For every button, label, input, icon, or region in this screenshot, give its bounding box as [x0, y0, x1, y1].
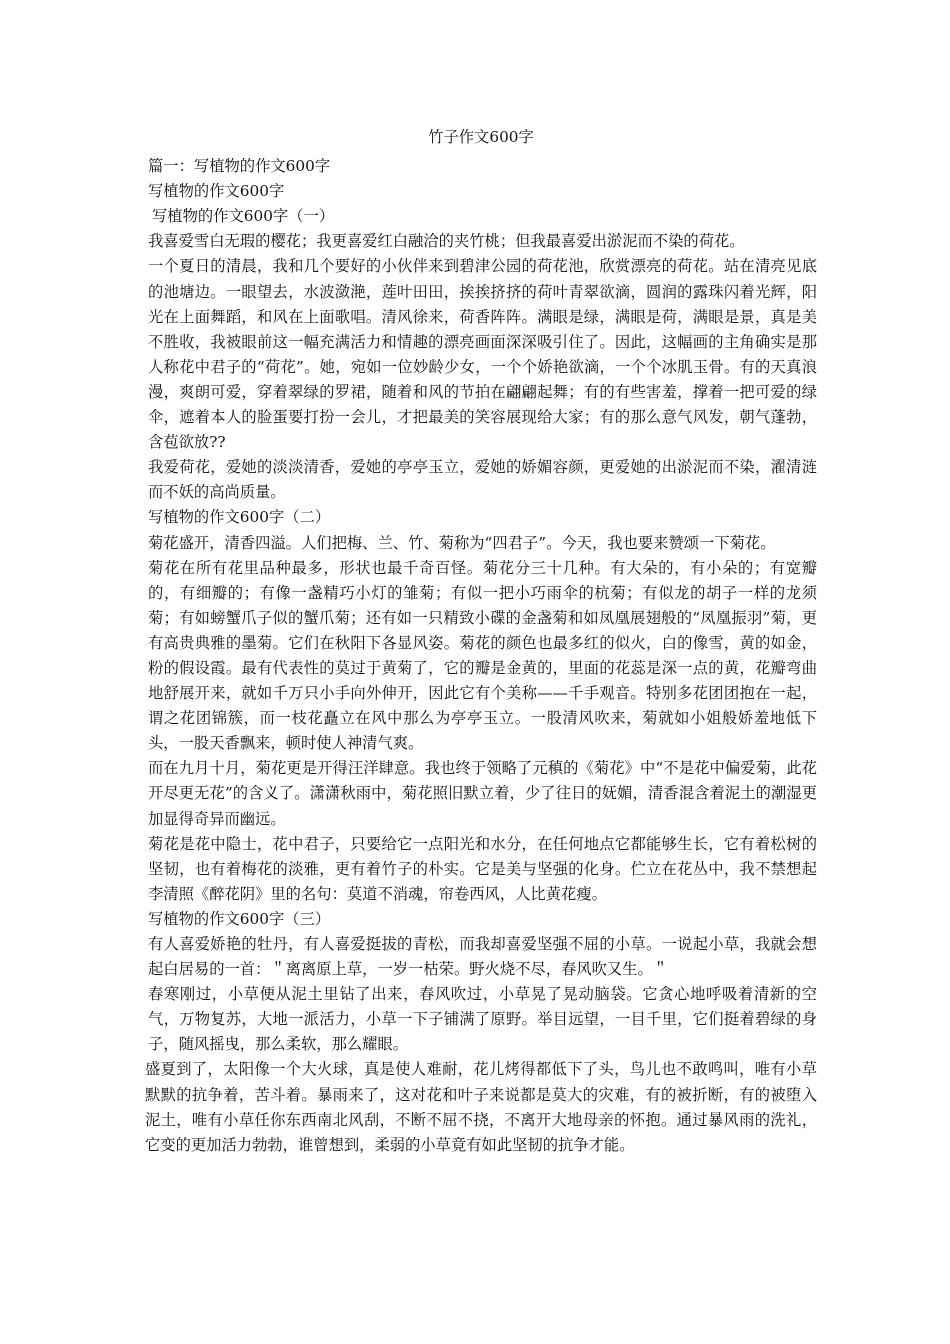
section-heading: 篇一：写植物的作文600字: [148, 157, 331, 176]
part-heading-1: 写植物的作文600字（一）: [152, 207, 335, 226]
document-body: [145, 125, 817, 1158]
paragraph: 菊花是花中隐士，花中君子，只要给它一点阳光和水分，在任何地点它都能够生长，它有着松树的坚韧，也有着梅花的淡雅，更有着竹子的朴实。它是美与坚强的化身。伫立在花丛中，我不禁想起李清照《醉花阴》里的名句：莫道不消魂，帘卷西风，人比黄花瘦。: [148, 834, 817, 903]
part-heading-2: 写植物的作文600字（二）: [148, 508, 331, 527]
document-title: 竹子作文600字: [428, 128, 534, 146]
paragraph: 菊花在所有花里品种最多，形状也最千奇百怪。菊花分三十几种。有大朵的，有小朵的；有宽瓣的，有细瓣的；有像一盏精巧小灯的雏菊；有似一把小巧雨伞的杭菊；有似龙的胡子一样的龙须菊；有如螃蟹爪子似的蟹爪菊；还有如一只精致小碟的金盏菊和如凤凰展翅般的“凤凰振羽”菊，更有高贵典雅的墨菊。它们在秋阳下各显风姿。菊花的颜色也最多红的似火，白的像雪，黄的如金，粉的假设霞。最有代表性的莫过于黄菊了，它的瓣是金黄的，里面的花蕊是深一点的黄，花瓣弯曲地舒展开来，就如千万只小手向外伸开，因此它有个美称——千手观音。特别多花团团抱在一起，谓之花团锦簇，而一枝花矗立在风中那么为亭亭玉立。一股清风吹来，菊就如小姐般娇羞地低下头，一股天香飘来，顿时使人神清气爽。: [148, 558, 817, 753]
paragraph: 我爱荷花，爱她的淡淡清香，爱她的亭亭玉立，爱她的娇媚容颜，更爱她的出淤泥而不染，濯清涟而不妖的高尚质量。: [148, 458, 817, 502]
part-heading-3: 写植物的作文600字（三）: [148, 909, 331, 928]
paragraph: 一个夏日的清晨，我和几个要好的小伙伴来到碧津公园的荷花池，欣赏漂亮的荷花。站在清亮见底的池塘边。一眼望去，水波潋滟，莲叶田田，挨挨挤挤的荷叶青翠欲滴，圆润的露珠闪着光辉，阳光在上面舞蹈，和风在上面歌唱。清风徐来，荷香阵阵。满眼是绿，满眼是荷，满眼是景，真是美不胜收，我被眼前这一幅充满活力和情趣的漂亮画面深深吸引住了。因此，这幅画的主角确实是那人称花中君子的“荷花”。她，宛如一位妙龄少女，一个个娇艳欲滴，一个个冰肌玉骨。有的天真浪漫，爽朗可爱，穿着翠绿的罗裙，随着和风的节拍在翩翩起舞；有的有些害羞，撑着一把可爱的绿伞，遮着本人的脸蛋要打扮一会儿，才把最美的笑容展现给大家；有的那么意气风发，朝气蓬勃，含苞欲放??: [148, 257, 817, 452]
paragraph: 我喜爱雪白无瑕的樱花；我更喜爱红白融洽的夹竹桃；但我最喜爱出淤泥而不染的荷花。: [148, 232, 745, 251]
paragraph: 菊花盛开，清香四溢。人们把梅、兰、竹、菊称为“四君子”。今天，我也要来赞颂一下菊花。: [148, 533, 776, 552]
paragraph: 盛夏到了，太阳像一个大火球，真是使人难耐，花儿烤得都低下了头，鸟儿也不敢鸣叫，唯有小草默默的抗争着，苦斗着。暴雨来了，这对花和叶子来说都是莫大的灾难，有的被折断，有的被堕入泥土，唯有小草任你东西南北风刮，不断不屈不挠，不离开大地母亲的怀抱。通过暴风雨的洗礼，它变的更加活力勃勃，谁曾想到，柔弱的小草竟有如此坚韧的抗争才能。: [145, 1060, 817, 1154]
paragraph: 春寒刚过，小草便从泥土里钻了出来，春风吹过，小草晃了晃动脑袋。它贪心地呼吸着清新的空气，万物复苏，大地一派活力，小草一下子铺满了原野。举目远望，一目千里，它们挺着碧绿的身子，随风摇曳，那么柔软，那么耀眼。: [148, 985, 817, 1054]
paragraph: 而在九月十月，菊花更是开得汪洋肆意。我也终于领略了元稹的《菊花》中“不是花中偏爱菊，此花开尽更无花”的含义了。潇潇秋雨中，菊花照旧默立着，少了往日的妩媚，清香混含着泥土的潮湿更加显得奇异而幽远。: [148, 759, 817, 828]
paragraph: 有人喜爱娇艳的牡丹，有人喜爱挺拔的青松，而我却喜爱坚强不屈的小草。一说起小草，我就会想起白居易的一首：＂离离原上草，一岁一枯荣。野火烧不尽，春风吹又生。＂: [148, 935, 817, 979]
sub-heading: 写植物的作文600字: [148, 182, 285, 201]
